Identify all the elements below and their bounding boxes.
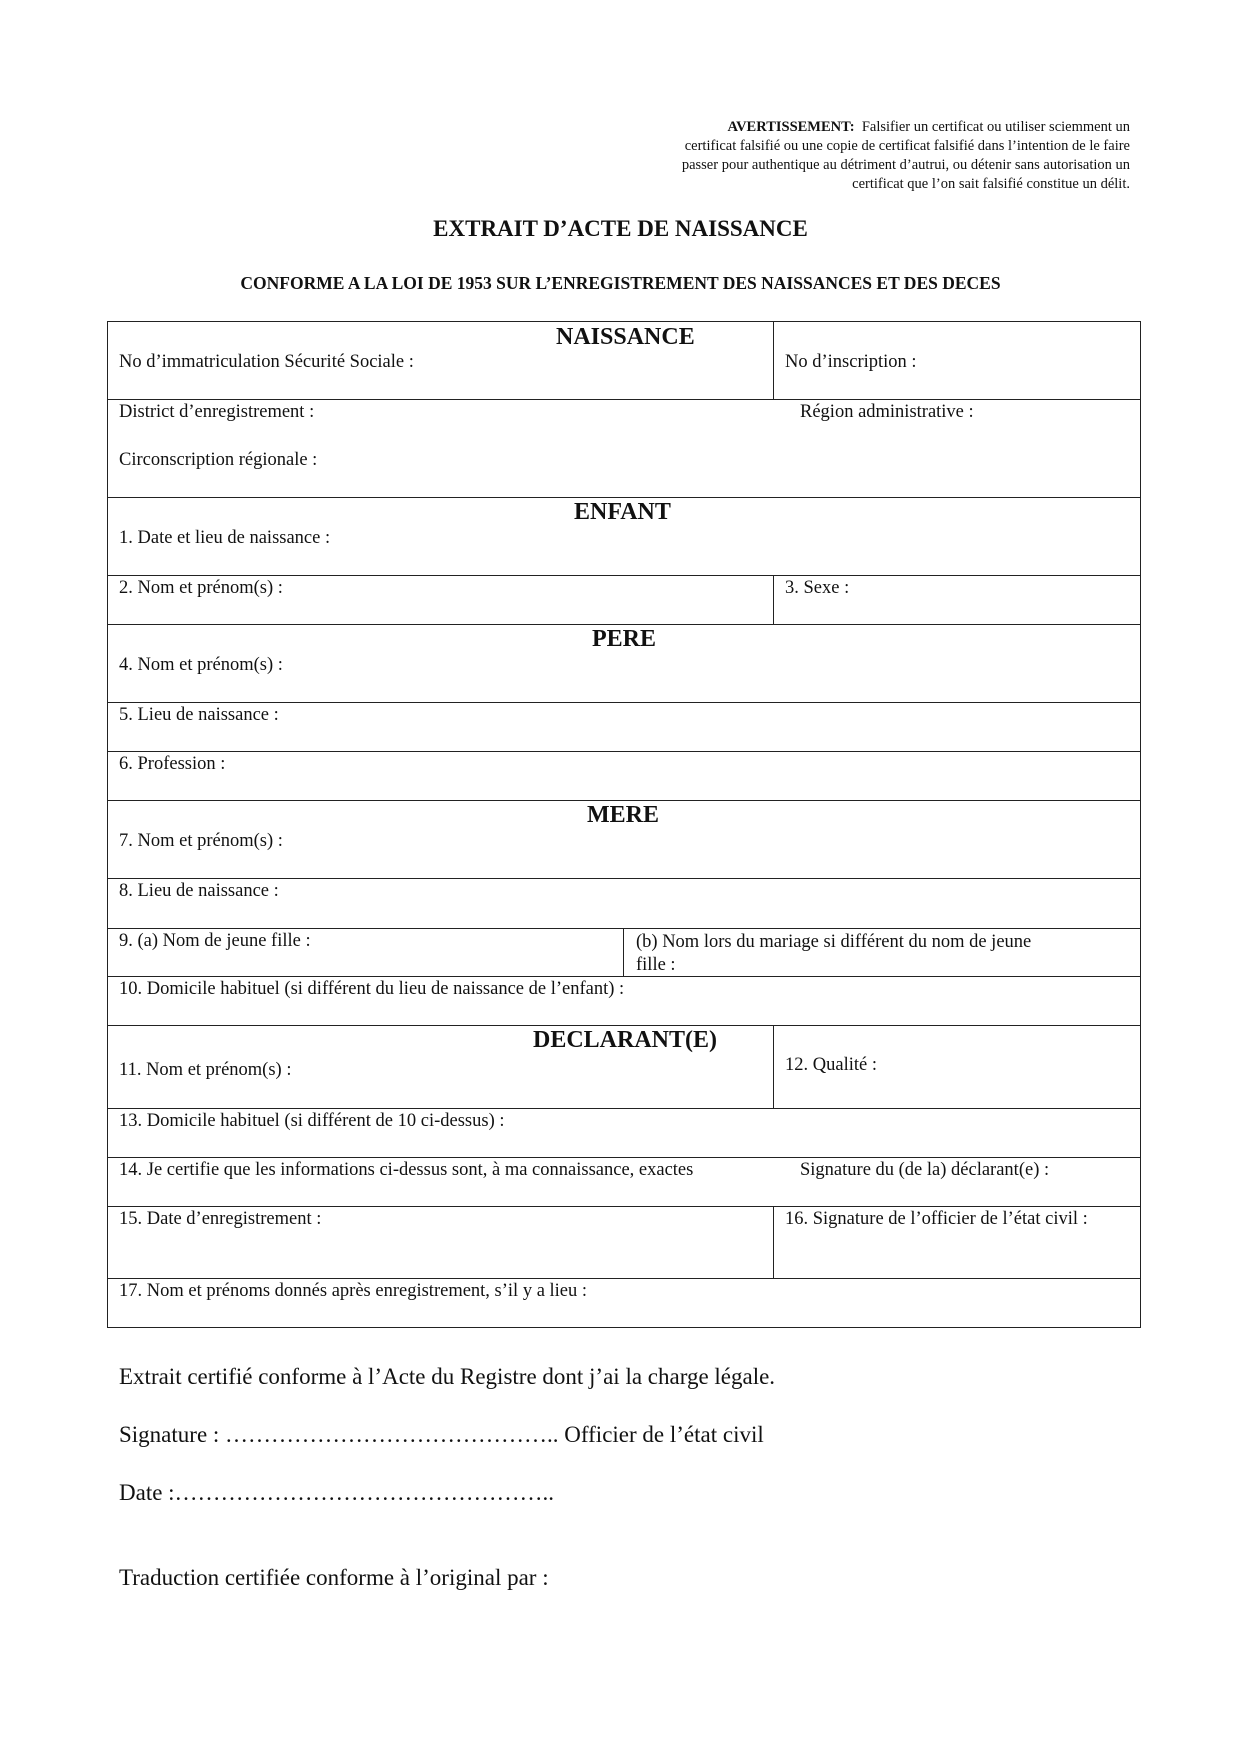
- column-divider: [773, 575, 774, 624]
- section-heading-enfant: ENFANT: [574, 499, 671, 525]
- field-9b-line-2: fille :: [636, 955, 676, 975]
- warning-line-2: certificat falsifié ou une copie de certificat falsifié dans l’intention de le faire: [684, 138, 1130, 154]
- field-17-names-after-registration: 17. Nom et prénoms donnés après enregistrement, s’il y a lieu :: [119, 1281, 588, 1301]
- field-administrative-region: Région administrative :: [800, 402, 974, 422]
- field-13-declarant-residence: 13. Domicile habituel (si différent de 10 ci-dessus) :: [119, 1111, 505, 1131]
- field-14-certification: 14. Je certifie que les informations ci-dessus sont, à ma connaissance, exactes: [119, 1160, 694, 1180]
- field-2-child-name: 2. Nom et prénom(s) :: [119, 578, 283, 598]
- section-heading-declarant: DECLARANT(E): [533, 1027, 718, 1053]
- field-3-sex: 3. Sexe :: [785, 578, 850, 598]
- row-divider: [108, 1025, 1140, 1026]
- row-divider: [108, 1157, 1140, 1158]
- field-1-birth-date-place: 1. Date et lieu de naissance :: [119, 528, 331, 548]
- warning-line-4: certificat que l’on sait falsifié constitue un délit.: [852, 176, 1130, 192]
- footer-translation-statement: Traduction certifiée conforme à l’original par :: [119, 1565, 549, 1590]
- row-divider: [108, 575, 1140, 576]
- field-9b-line-1: (b) Nom lors du mariage si différent du nom de jeune: [636, 932, 1032, 952]
- warning-label: AVERTISSEMENT:: [727, 119, 855, 135]
- field-12-capacity: 12. Qualité :: [785, 1055, 877, 1075]
- document-subtitle: CONFORME A LA LOI DE 1953 SUR L’ENREGISTREMENT DES NAISSANCES ET DES DECES: [240, 273, 1001, 293]
- section-heading-mere: MERE: [587, 802, 659, 828]
- column-divider: [773, 322, 774, 399]
- warning-notice: [590, 118, 1130, 194]
- row-divider: [108, 928, 1140, 929]
- field-5-father-birthplace: 5. Lieu de naissance :: [119, 705, 279, 725]
- document-title: EXTRAIT D’ACTE DE NAISSANCE: [433, 216, 808, 241]
- field-14-declarant-signature: Signature du (de la) déclarant(e) :: [800, 1160, 1050, 1180]
- footer-certified-statement: Extrait certifié conforme à l’Acte du Registre dont j’ai la charge légale.: [119, 1364, 776, 1389]
- field-regional-constituency: Circonscription régionale :: [119, 450, 318, 470]
- field-social-security-number: No d’immatriculation Sécurité Sociale :: [119, 352, 414, 372]
- row-divider: [108, 702, 1140, 703]
- column-divider: [623, 928, 624, 976]
- field-6-father-profession: 6. Profession :: [119, 754, 226, 774]
- column-divider: [773, 1025, 774, 1108]
- birth-certificate-form: [107, 321, 1141, 1328]
- field-9a-maiden-name: 9. (a) Nom de jeune fille :: [119, 931, 311, 951]
- field-registration-number: No d’inscription :: [785, 352, 917, 372]
- row-divider: [108, 1206, 1140, 1207]
- field-9b-married-name: [636, 931, 1031, 977]
- footer-signature-line: Signature : …………………………………….. Officier de l’état civil: [119, 1422, 764, 1447]
- row-divider: [108, 1108, 1140, 1109]
- row-divider: [108, 1278, 1140, 1279]
- row-divider: [108, 399, 1140, 400]
- row-divider: [108, 800, 1140, 801]
- warning-line-1: Falsifier un certificat ou utiliser sciemment un: [861, 119, 1130, 135]
- field-7-mother-name: 7. Nom et prénom(s) :: [119, 831, 283, 851]
- section-heading-pere: PERE: [592, 626, 657, 652]
- field-8-mother-birthplace: 8. Lieu de naissance :: [119, 881, 279, 901]
- field-15-registration-date: 15. Date d’enregistrement :: [119, 1209, 322, 1229]
- field-4-father-name: 4. Nom et prénom(s) :: [119, 655, 283, 675]
- row-divider: [108, 751, 1140, 752]
- field-10-mother-residence: 10. Domicile habituel (si différent du lieu de naissance de l’enfant) :: [119, 979, 625, 999]
- row-divider: [108, 624, 1140, 625]
- footer-date-line: Date :…………………………………………..: [119, 1480, 555, 1505]
- column-divider: [773, 1206, 774, 1278]
- field-16-registrar-signature: 16. Signature de l’officier de l’état civil :: [785, 1209, 1088, 1229]
- row-divider: [108, 878, 1140, 879]
- section-heading-naissance: NAISSANCE: [556, 324, 695, 350]
- row-divider: [108, 497, 1140, 498]
- field-11-declarant-name: 11. Nom et prénom(s) :: [119, 1060, 292, 1080]
- warning-line-3: passer pour authentique au détriment d’autrui, ou détenir sans autorisation un: [681, 157, 1130, 173]
- field-registration-district: District d’enregistrement :: [119, 402, 315, 422]
